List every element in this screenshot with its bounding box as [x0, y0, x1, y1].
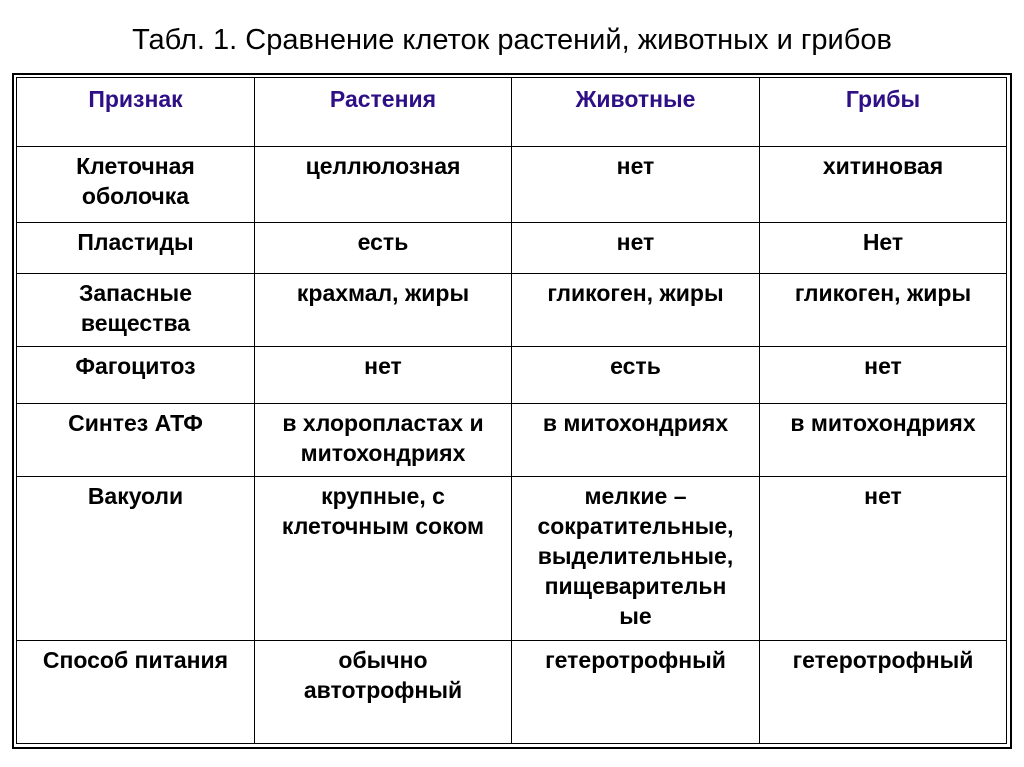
plants-cell: в хлоропластах и митохондриях	[255, 404, 512, 477]
fungi-cell: в митохондриях	[760, 404, 1007, 477]
fungi-cell: нет	[760, 347, 1007, 404]
row-feature-cell: Запасные вещества	[17, 274, 255, 347]
fungi-cell: хитиновая	[760, 147, 1007, 223]
header-animals: Животные	[512, 78, 760, 147]
plants-cell: целлюлозная	[255, 147, 512, 223]
animals-cell: в митохондриях	[512, 404, 760, 477]
fungi-cell: гетеротрофный	[760, 641, 1007, 744]
fungi-cell: гликоген, жиры	[760, 274, 1007, 347]
animals-cell: гетеротрофный	[512, 641, 760, 744]
plants-cell: есть	[255, 223, 512, 274]
plants-cell: обычно автотрофный	[255, 641, 512, 744]
animals-cell: нет	[512, 223, 760, 274]
row-feature-cell: Фагоцитоз	[17, 347, 255, 404]
animals-cell: нет	[512, 147, 760, 223]
table-row	[17, 223, 1007, 274]
table-header-row	[17, 78, 1007, 147]
table-row	[17, 274, 1007, 347]
animals-cell: мелкие – сократительные, выделительные, пищеварительн ые	[512, 477, 760, 641]
fungi-cell: нет	[760, 477, 1007, 641]
table-row	[17, 404, 1007, 477]
fungi-cell: Нет	[760, 223, 1007, 274]
table-row	[17, 641, 1007, 744]
row-feature-cell: Клеточная оболочка	[17, 147, 255, 223]
row-feature-cell: Способ питания	[17, 641, 255, 744]
plants-cell: крупные, с клеточным соком	[255, 477, 512, 641]
row-feature-cell: Пластиды	[17, 223, 255, 274]
plants-cell: нет	[255, 347, 512, 404]
header-feature: Признак	[17, 78, 255, 147]
table-caption: Табл. 1. Сравнение клеток растений, животных и грибов	[132, 24, 892, 56]
comparison-table	[16, 77, 1007, 744]
row-feature-cell: Синтез АТФ	[17, 404, 255, 477]
table-row	[17, 477, 1007, 641]
header-fungi: Грибы	[760, 78, 1007, 147]
row-feature-cell: Вакуоли	[17, 477, 255, 641]
table-row	[17, 147, 1007, 223]
table-row	[17, 347, 1007, 404]
header-plants: Растения	[255, 78, 512, 147]
animals-cell: есть	[512, 347, 760, 404]
animals-cell: гликоген, жиры	[512, 274, 760, 347]
plants-cell: крахмал, жиры	[255, 274, 512, 347]
